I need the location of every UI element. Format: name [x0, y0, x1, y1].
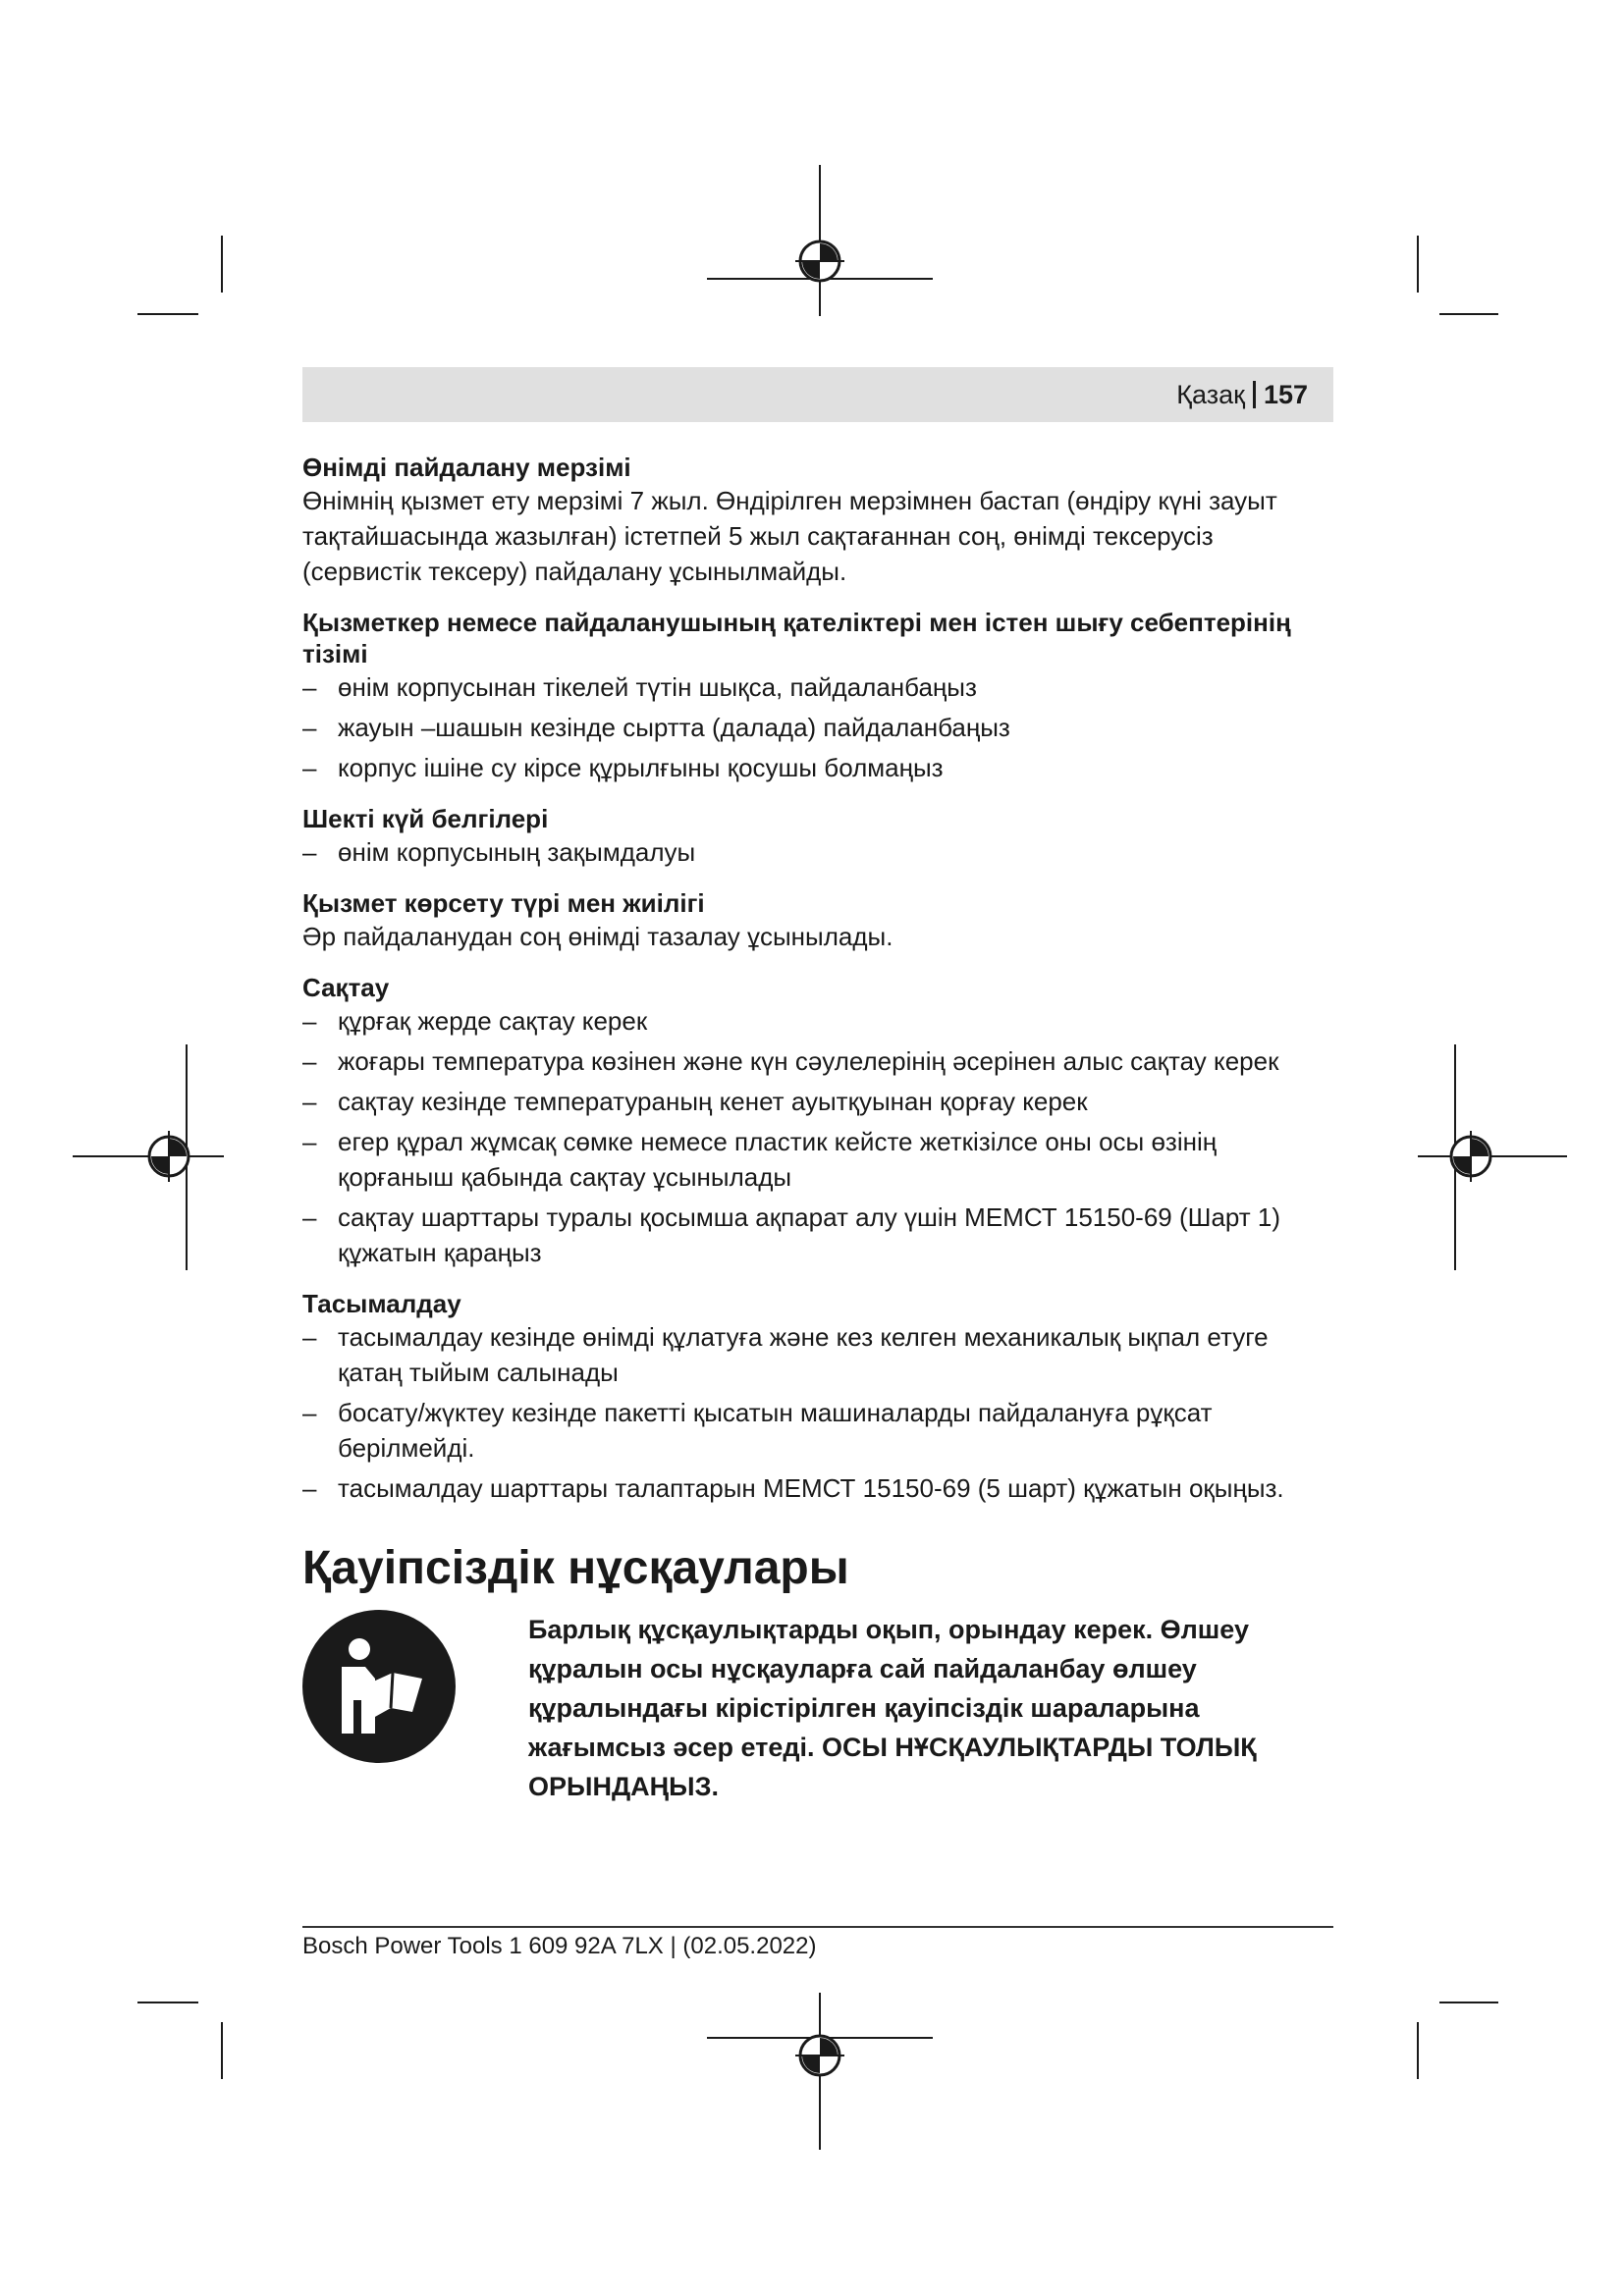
- section-text: Әр пайдаланудан соң өнімді тазалау ұсынылады.: [302, 922, 893, 951]
- section-title: Шекті күй белгілері: [302, 804, 549, 833]
- section-title: Өнімді пайдалану мерзімі: [302, 453, 631, 482]
- registration-target-bottom: [795, 2036, 844, 2075]
- list-item: – сақтау шарттары туралы қосымша ақпарат алу үшін МЕМСТ 15150-69 (Шарт 1) құжатын қараңыз: [302, 1200, 1333, 1270]
- read-manual-icon: [302, 1610, 456, 1763]
- list-item: – жауын –шашын кезінде сыртта (далада) пайдаланбаңыз: [302, 710, 1333, 745]
- list-item: – тасымалдау кезінде өнімді құлатуға және кез келген механикалық ықпал етуге қатаң тыйым салынады: [302, 1319, 1333, 1390]
- section-title: Қызмет көрсету түрі мен жиілігі: [302, 888, 705, 918]
- section-title: Қызметкер немесе пайдаланушының қателіктері мен істен шығу себептерінің тізімі: [302, 608, 1291, 668]
- list-item: – сақтау кезінде температураның кенет ауытқуынан қорғау керек: [302, 1084, 1333, 1119]
- section-title: Тасымалдау: [302, 1289, 461, 1318]
- section-title: Сақтау: [302, 973, 390, 1002]
- section-service-life: [302, 452, 1333, 589]
- section-errors: [302, 607, 1333, 785]
- section-limit-state: [302, 803, 1333, 870]
- footer-rule: [302, 1926, 1333, 1928]
- list-item: – өнім корпусынан тікелей түтін шықса, пайдаланбаңыз: [302, 669, 1333, 705]
- header-separator: [1253, 381, 1256, 408]
- safety-warning: [302, 1610, 1333, 1806]
- safety-title: Қауіпсіздік нұсқаулары: [302, 1542, 849, 1594]
- page-number: 157: [1263, 380, 1308, 409]
- main-content: [302, 452, 1333, 1806]
- list-item: – тасымалдау шарттары талаптарын МЕМСТ 15150-69 (5 шарт) құжатын оқыңыз.: [302, 1470, 1333, 1506]
- list-item: – босату/жүктеу кезінде пакетті қысатын машиналарды пайдалануға рұқсат берілмейді.: [302, 1395, 1333, 1466]
- storage-list: [302, 1003, 1333, 1270]
- transport-list: [302, 1319, 1333, 1506]
- list-item: – өнім корпусының зақымдалуы: [302, 834, 1333, 870]
- section-transport: [302, 1288, 1333, 1506]
- section-text: Өнімнің қызмет ету мерзімі 7 жыл. Өндірілген мерзімнен бастап (өндіру күні зауыт тақтайшасында жазылған) істетпей 5 жыл сақтағаннан соң, өнімді тексерусіз (сервистік тексеру) пайдалану ұсынылмайды.: [302, 486, 1277, 586]
- header-language: Қазақ: [1176, 380, 1245, 409]
- page-header: [302, 367, 1333, 422]
- errors-list: [302, 669, 1333, 785]
- header-text: [1176, 379, 1308, 410]
- registration-target-top: [795, 241, 844, 281]
- limit-state-list: [302, 834, 1333, 870]
- registration-target-right: [1451, 1131, 1490, 1182]
- list-item: – құрғақ жерде сақтау керек: [302, 1003, 1333, 1039]
- safety-warning-text: Барлық құсқаулықтарды оқып, орындау керек. Өлшеу құралын осы нұсқауларға сай пайдаланбау өлшеу құралындағы кірістірілген қауіпсіздік шараларына жағымсыз әсер етеді. ОСЫ НҰСҚАУЛЫҚТАРДЫ ТОЛЫҚ ОРЫНДАҢЫЗ.: [528, 1615, 1257, 1801]
- section-maintenance: [302, 887, 1333, 954]
- registration-target-left: [149, 1131, 189, 1182]
- list-item: – егер құрал жұмсақ сөмке немесе пластик кейсте жеткізілсе оны осы өзінің қорғаныш қабында сақтау ұсынылады: [302, 1124, 1333, 1195]
- section-storage: [302, 972, 1333, 1270]
- list-item: – жоғары температура көзінен және күн сәулелерінің әсерінен алыс сақтау керек: [302, 1043, 1333, 1079]
- list-item: – корпус ішіне су кірсе құрылғыны қосушы болмаңыз: [302, 750, 1333, 785]
- footer-text: Bosch Power Tools 1 609 92A 7LX | (02.05.2022): [302, 1933, 817, 1959]
